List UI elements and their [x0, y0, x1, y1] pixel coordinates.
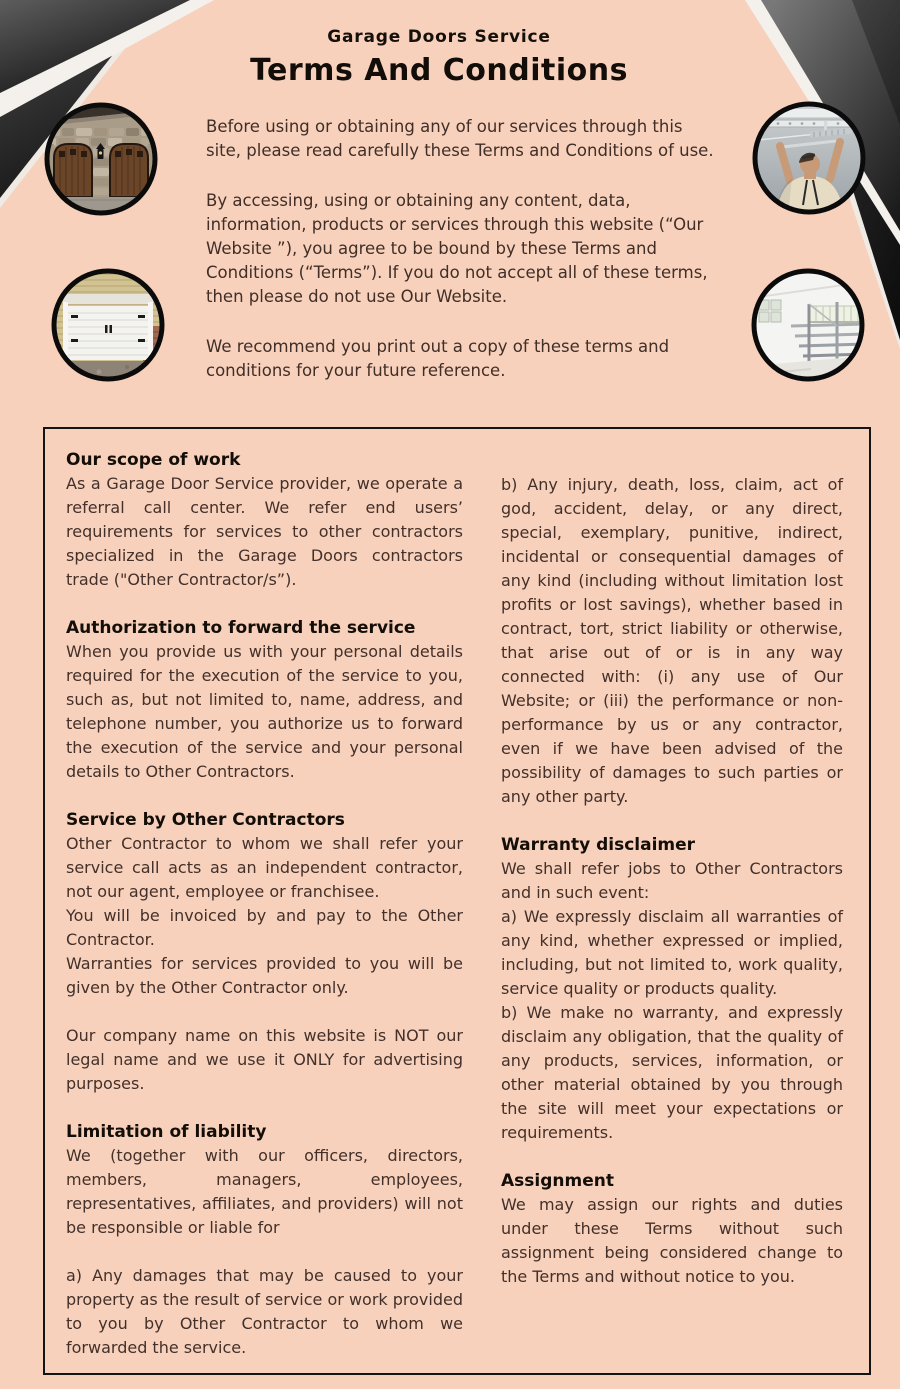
section-paragraph: b) Any injury, death, loss, claim, act of god, accident, delay, or any direct, special, exemplary, punitive, indirect, incidental or consequential damages of any kind (including without limitation lost profits or lost savings), whether based in contract, tort, strict liability or otherwise, that arise out of or is in any way connected with: (i) any use of Our Website; or (iii) the performance or non-performance by us or any contractor, even if we have been advised of the possibility of damages to such parties or any other party. [501, 475, 843, 806]
terms-left-column [66, 448, 463, 1373]
photo-garage-interior [751, 268, 865, 382]
section-heading-scope: Our scope of work [66, 450, 241, 470]
intro-text [206, 115, 718, 383]
section-paragraph: When you provide us with your personal details required for the execution of the service to you, such as, but not limited to, name, address, and telephone number, you authorize us to forward the execution of the service and your personal details to Other Contractors. [66, 642, 463, 781]
section-paragraph: As a Garage Door Service provider, we operate a referral call center. We refer end users’ requirements for services to other contractors specialized in the Garage Doors contractors trade ("Other Contractor/s”). [66, 474, 463, 589]
section-paragraph: You will be invoiced by and pay to the Other Contractor. [66, 906, 463, 949]
intro-paragraph-3: We recommend you print out a copy of these terms and conditions for your future reference. [206, 337, 670, 380]
brand-title: Garage Doors Service [327, 27, 551, 47]
section-paragraph: a) We expressly disclaim all warranties of any kind, whether expressed or implied, including, but not limited to, work quality, service quality or products quality. [501, 907, 843, 998]
photo-wooden-garage-doors [44, 102, 158, 216]
terms-right-column [501, 448, 843, 1373]
section-heading-authorization: Authorization to forward the service [66, 618, 416, 638]
section-heading-assignment: Assignment [501, 1171, 614, 1191]
terms-box [43, 427, 871, 1375]
photo-white-garage-door [51, 268, 165, 382]
section-paragraph: Our company name on this website is NOT our legal name and we use it ONLY for advertising purposes. [66, 1026, 463, 1093]
section-paragraph: a) Any damages that may be caused to your property as the result of service or work provided to you by Other Contractor to whom we forwarded the service. [66, 1266, 463, 1357]
section-paragraph: We shall refer jobs to Other Contractors and in such event: [501, 859, 843, 902]
section-paragraph: We may assign our rights and duties under these Terms without such assignment being considered change to the Terms and without notice to you. [501, 1195, 843, 1286]
section-heading-warranty: Warranty disclaimer [501, 835, 696, 855]
page-title: Terms And Conditions [250, 53, 628, 88]
section-paragraph: Warranties for services provided to you will be given by the Other Contractor only. [66, 954, 463, 997]
section-heading-service-by-others: Service by Other Contractors [66, 810, 345, 830]
section-paragraph: Other Contractor to whom we shall refer your service call acts as an independent contractor, not our agent, employee or franchisee. [66, 834, 463, 901]
section-paragraph: b) We make no warranty, and expressly disclaim any obligation, that the quality of any products, services, information, or other material obtained by you through the site will meet your expectations or requirements. [501, 1003, 843, 1142]
intro-paragraph-1: Before using or obtaining any of our services through this site, please read carefully these Terms and Conditions of use. [206, 117, 714, 160]
section-heading-limitation: Limitation of liability [66, 1122, 267, 1142]
photo-technician-installing [752, 101, 866, 215]
header [0, 0, 889, 88]
intro-paragraph-2: By accessing, using or obtaining any content, data, information, products or services through this website (“Our Website ”), you agree to be bound by these Terms and Conditions (“Terms”). If you do not accept all of these terms, then please do not use Our Website. [206, 191, 708, 306]
section-paragraph: We (together with our officers, directors, members, managers, employees, representatives, affiliates, and providers) will not be responsible or liable for [66, 1146, 463, 1237]
